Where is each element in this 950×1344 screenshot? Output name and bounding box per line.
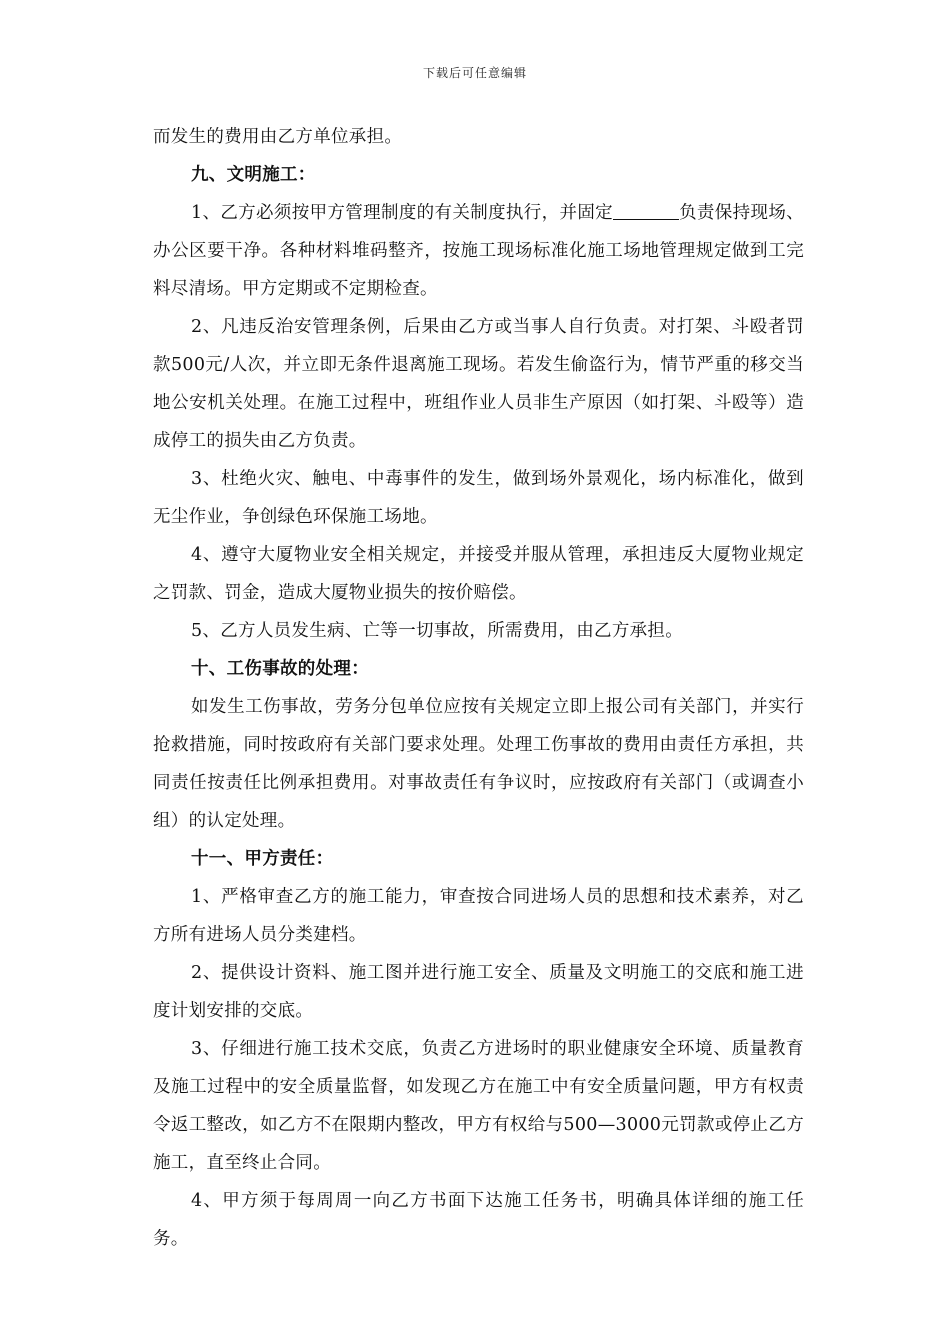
- paragraph-9-5: 5、乙方人员发生病、亡等一切事故，所需费用，由乙方承担。: [191, 621, 684, 641]
- paragraph-11-4: 4、甲方须于每周周一向乙方书面下达施工任务书，明确具体详细的施工任务。: [153, 1191, 804, 1249]
- section-heading-9: 九、文明施工：: [191, 165, 316, 185]
- paragraph-9-2: 2、凡违反治安管理条例，后果由乙方或当事人自行负责。对打架、斗殴者罚款500元/人次，并立即无条件退离施工现场。若发生偷盗行为，情节严重的移交当地公安机关处理。在施工过程中，班组作业人员非生产原因（如打架、斗殴等）造成停工的损失由乙方负责。: [153, 317, 804, 451]
- section-heading-11: 十一、甲方责任：: [191, 849, 334, 869]
- paragraph-9-1-part-a: 1、乙方必须按甲方管理制度的有关制度执行，并固定: [191, 203, 614, 223]
- paragraph-11-2: 2、提供设计资料、施工图并进行施工安全、质量及文明施工的交底和施工进度计划安排的交底。: [153, 963, 804, 1021]
- document-body: [153, 118, 804, 1258]
- fill-in-blank: [613, 201, 679, 220]
- page-header: 下载后可任意编辑: [422, 66, 527, 80]
- paragraph-10: 如发生工伤事故，劳务分包单位应按有关规定立即上报公司有关部门，并实行抢救措施，同时按政府有关部门要求处理。处理工伤事故的费用由责任方承担，共同责任按责任比例承担费用。对事故责任有争议时，应按政府有关部门（或调查小组）的认定处理。: [153, 697, 804, 831]
- paragraph-11-1: 1、严格审查乙方的施工能力，审查按合同进场人员的思想和技术素养，对乙方所有进场人员分类建档。: [153, 887, 804, 945]
- paragraph-11-3: 3、仔细进行施工技术交底，负责乙方进场时的职业健康安全环境、质量教育及施工过程中的安全质量监督，如发现乙方在施工中有安全质量问题，甲方有权责令返工整改，如乙方不在限期内整改，甲方有权给与500—3000元罚款或停止乙方施工，直至终止合同。: [153, 1039, 804, 1173]
- paragraph-9-3: 3、杜绝火灾、触电、中毒事件的发生，做到场外景观化，场内标准化，做到无尘作业，争创绿色环保施工场地。: [153, 469, 804, 527]
- paragraph-9-1-part-b: 负责保持现场、办公区要干净。各种材料堆码整齐，按施工现场标准化施工场地管理规定做到工完料尽清场。甲方定期或不定期检查。: [153, 203, 804, 299]
- section-heading-10: 十、工伤事故的处理：: [191, 659, 369, 679]
- paragraph-9-1: [153, 194, 804, 308]
- paragraph-9-4: 4、遵守大厦物业安全相关规定，并接受并服从管理，承担违反大厦物业规定之罚款、罚金，造成大厦物业损失的按价赔偿。: [153, 545, 804, 603]
- paragraph-continuation: 而发生的费用由乙方单位承担。: [153, 127, 403, 147]
